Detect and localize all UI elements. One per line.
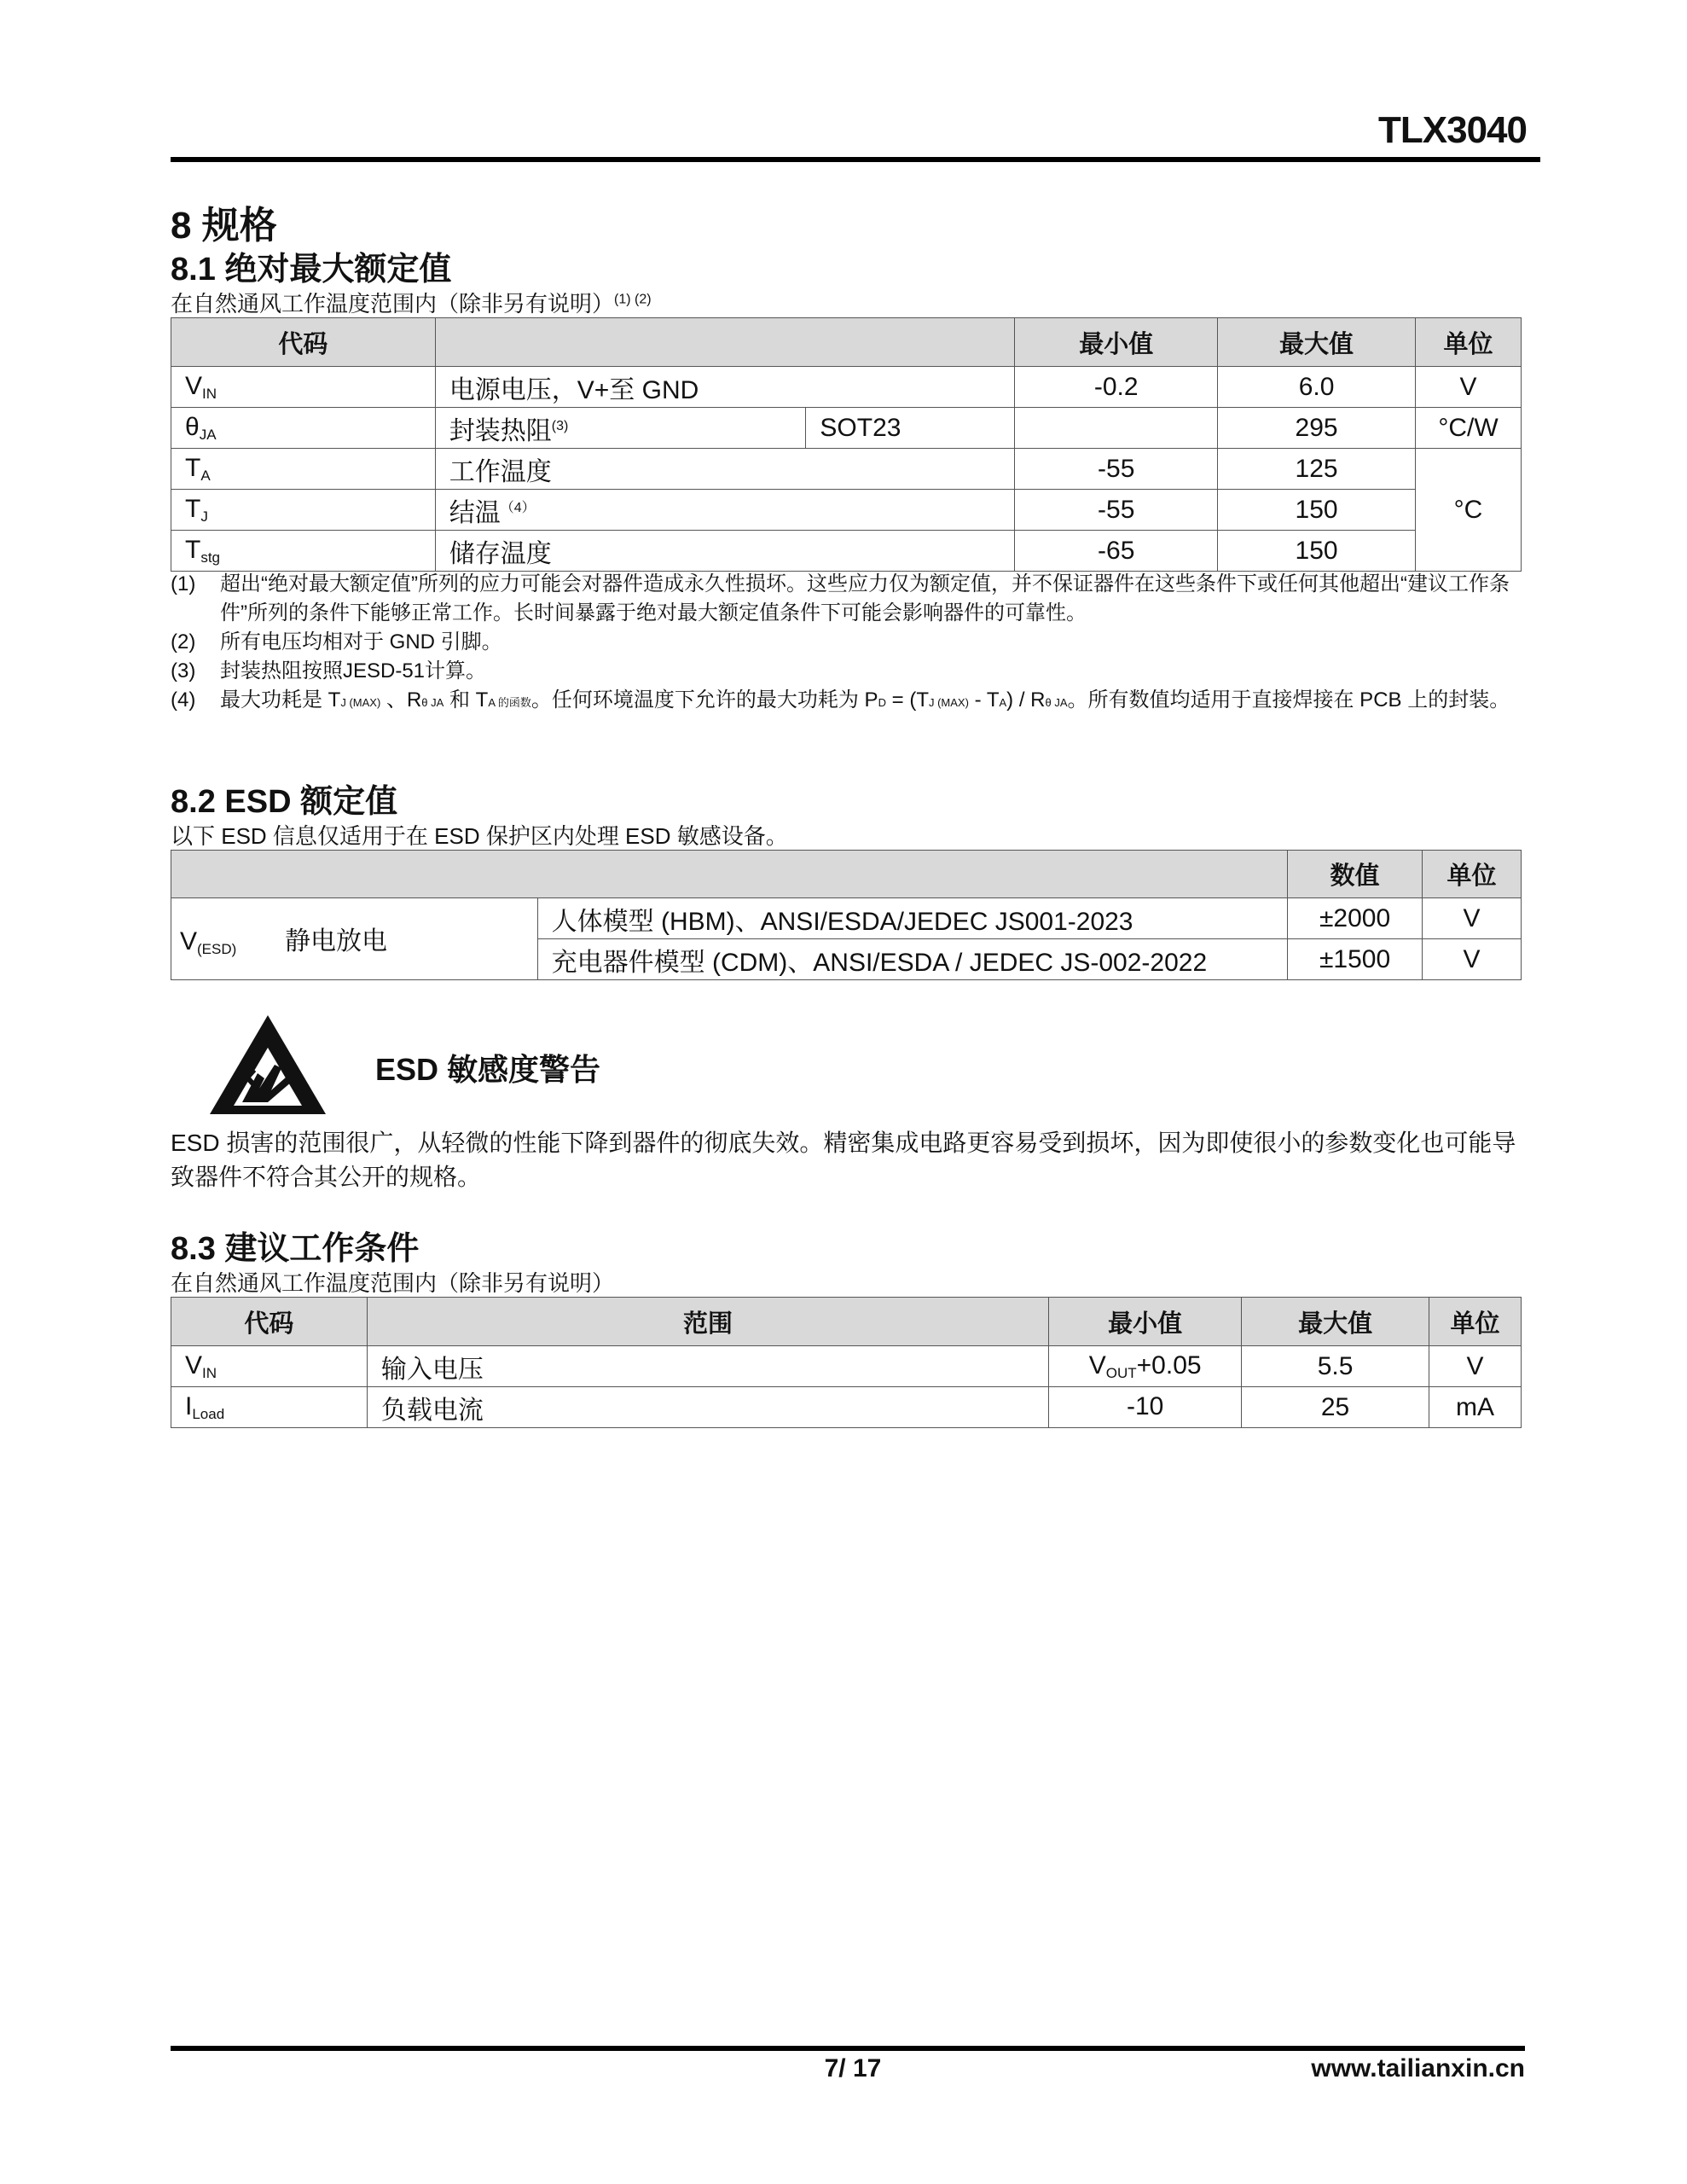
- header-rule: [171, 157, 1540, 162]
- esd-note: 以下 ESD 信息仅适用于在 ESD 保护区内处理 ESD 敏感设备。: [171, 823, 788, 849]
- abs-max-table: [171, 317, 1522, 572]
- header-range: 范围: [367, 1298, 1048, 1346]
- table-row: 充电器件模型 (CDM)、ANSI/ESDA / JEDEC JS-002-2022 ±1500 V: [171, 939, 1522, 980]
- table-row: $V_{(ESD)}$ 静电放电 人体模型 (HBM)、ANSI/ESDA/JEDEC JS001-2023 ±2000 V: [171, 898, 1522, 939]
- subsection-title-rec-op: 8.3 建议工作条件: [171, 1231, 420, 1267]
- footnote: (4) 最大功耗是 TJ (MAX) 、Rθ JA 和 TA 的函数。任何环境温度下允许的最大功耗为 PD = (TJ (MAX) - TA) / Rθ JA。所有数值均适用于直接焊接在 PCB 上的封装。: [171, 688, 1510, 712]
- esd-table: [171, 850, 1522, 980]
- document-code: TLX3040: [1378, 109, 1527, 151]
- subsection-title-esd: 8.2 ESD 额定值: [171, 784, 398, 820]
- abs-max-note: 在自然通风工作温度范围内（除非另有说明）$^{(1) (2)}$: [171, 291, 652, 317]
- esd-label: 静电放电: [284, 927, 387, 956]
- footnote: (3) 封装热阻按照JESD-51计算。: [171, 659, 487, 682]
- subsection-title-abs-max: 8.1 绝对最大额定值: [171, 252, 452, 288]
- header-param: [435, 318, 1015, 367]
- rec-op-note: 在自然通风工作温度范围内（除非另有说明）: [171, 1270, 615, 1296]
- temperature-unit-cell: °C: [1415, 449, 1521, 572]
- footnote: (2) 所有电压均相对于 GND 引脚。: [171, 630, 502, 653]
- abs-max-footnotes: [171, 570, 1518, 717]
- header-unit: 单位: [1415, 318, 1521, 367]
- header-value: 数值: [1288, 851, 1423, 898]
- page-number: 7/ 17: [824, 2054, 882, 2082]
- rec-op-table: [171, 1297, 1522, 1428]
- header-code: 代码: [171, 318, 436, 367]
- header-min: 最小值: [1049, 1298, 1242, 1346]
- table-row: $T_J$ 结温$^{(4)}$ -55 150: [171, 490, 1522, 531]
- website-url: www.tailianxin.cn: [1311, 2054, 1525, 2082]
- esd-warning-text: ESD 损害的范围很广，从轻微的性能下降到器件的彻底失效。精密集成电路更容易受到损坏，因为即使很小的参数变化也可能导致器件不符合其公开的规格。: [171, 1130, 1516, 1190]
- header-code: 代码: [171, 1298, 368, 1346]
- table-row: $T_A$ 工作温度 -55 125 °C: [171, 449, 1522, 490]
- footer-rule: [171, 2046, 1525, 2051]
- table-row: $I_{Load}$ 负载电流 -10 25 mA: [171, 1387, 1522, 1428]
- header-unit: 单位: [1423, 851, 1522, 898]
- header-max: 最大值: [1218, 318, 1416, 367]
- header-unit: 单位: [1429, 1298, 1522, 1346]
- header-max: 最大值: [1242, 1298, 1429, 1346]
- section-title: 8 规格: [171, 205, 277, 247]
- table-row: $V_{IN}$ 电源电压，V+至 GND -0.2 6.0 V: [171, 367, 1522, 408]
- table-row: $\theta_{JA}$ 封装热阻$^{(3)}$ SOT23 295 °C/W: [171, 408, 1522, 449]
- footnote: (1) 超出“绝对最大额定值”所列的应力可能会对器件造成永久性损坏。这些应力仅为额定值，并不保证器件在这些条件下或任何其他超出“建议工作条件”所列的条件下能够正常工作。长时间暴露于绝对最大额定值条件下可能会影响器件的可靠性。: [171, 572, 1510, 624]
- table-row: $V_{IN}$ 输入电压 $V_{OUT}+0.05$ 5.5 V: [171, 1346, 1522, 1387]
- header-blank: [171, 851, 1288, 898]
- header-min: 最小值: [1015, 318, 1218, 367]
- esd-warning-icon: [208, 1014, 328, 1116]
- table-row: $T_{stg}$ 储存温度 -65 150: [171, 531, 1522, 572]
- esd-warning-title: ESD 敏感度警告: [375, 1052, 601, 1087]
